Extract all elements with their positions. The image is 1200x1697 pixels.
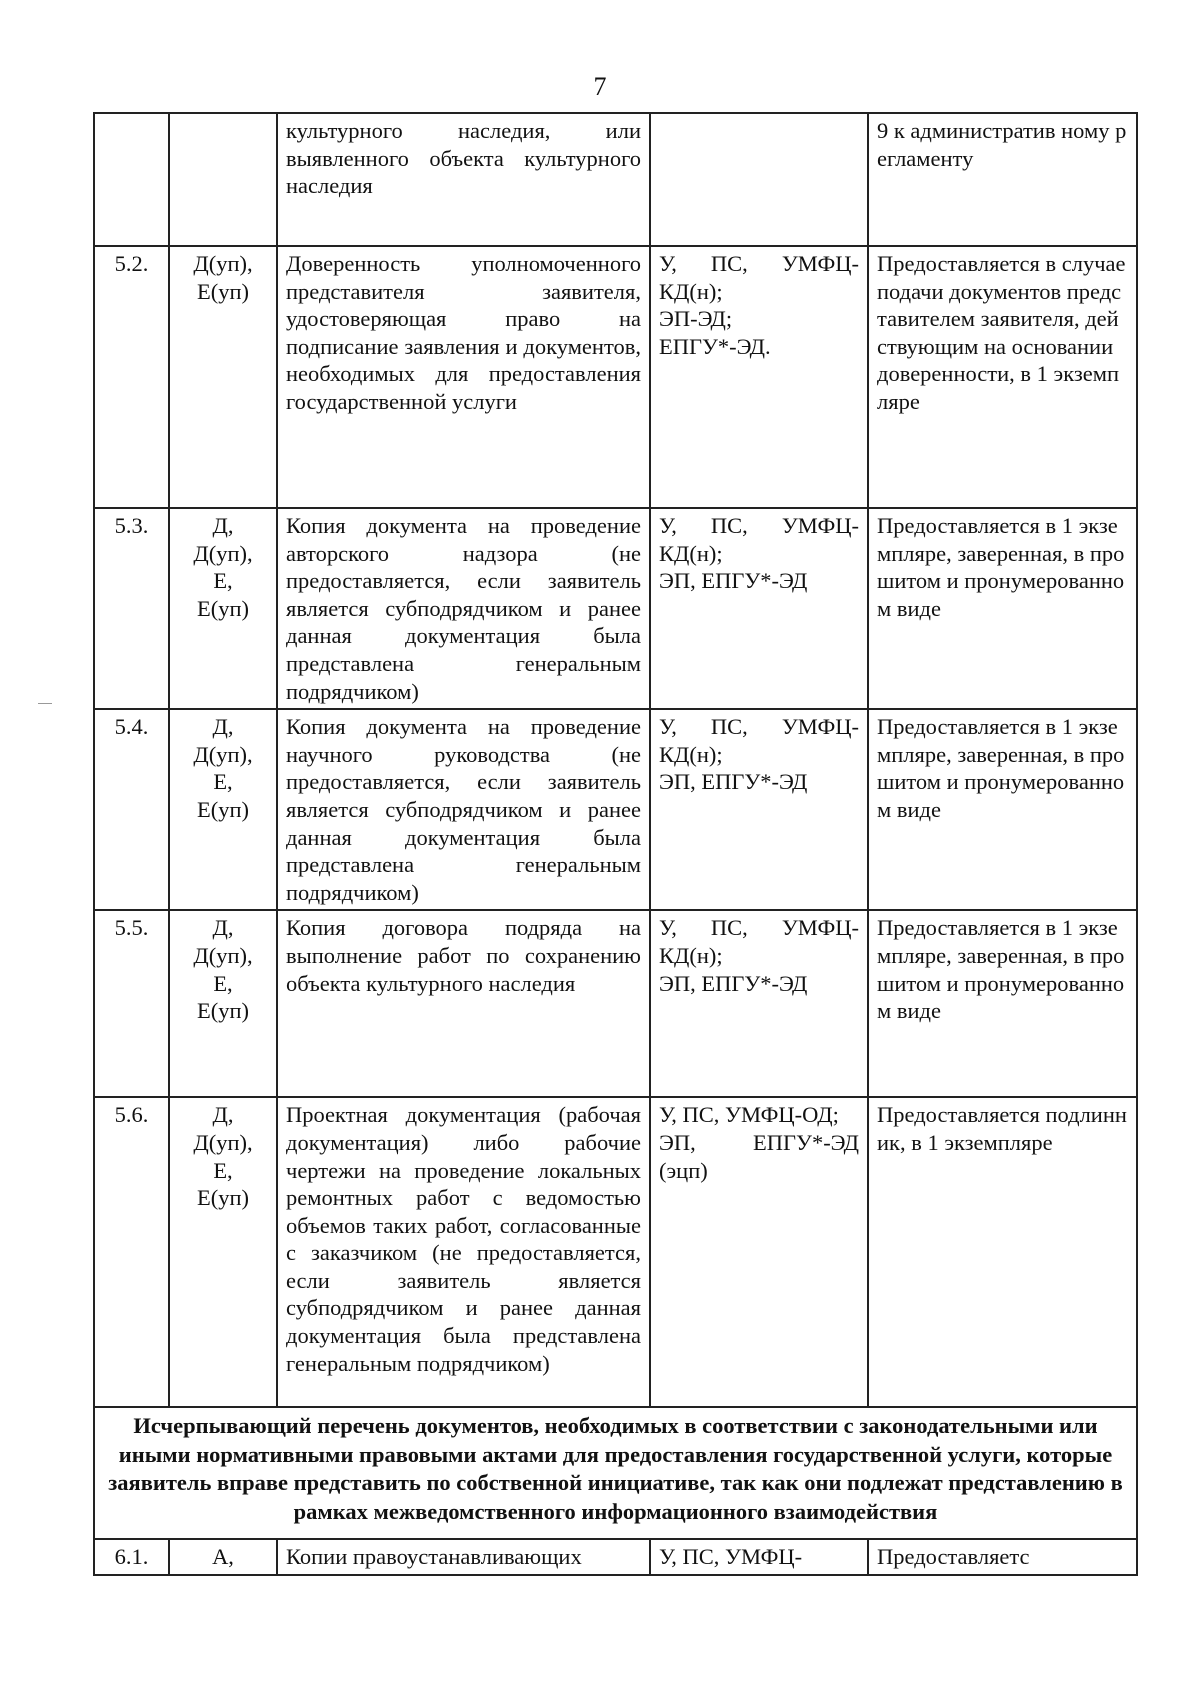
code-line: Д, (212, 1102, 234, 1128)
table-row (94, 246, 1137, 508)
code-line: Д, (212, 714, 234, 740)
ways-cell (650, 246, 868, 508)
code-line: Е(уп) (196, 998, 250, 1024)
documents-table (93, 112, 1138, 1576)
document-cell: Копия документа на проведение авторского надзора (не предоставляется, если заявитель является субподрядчиком и ранее данная документация была представлена генеральным подрядчиком) (277, 508, 650, 709)
note-cell: Предоставляетс (868, 1539, 1137, 1575)
num-cell: 5.5. (94, 910, 169, 1097)
document-cell: культурного наследия, или выявленного объекта культурного наследия (277, 113, 650, 246)
way-line: У, ПС, УМФЦ-КД(н); (659, 251, 859, 304)
code-line: Е(уп) (196, 595, 250, 621)
document-cell: Копия договора подряда на выполнение работ по сохранению объекта культурного наследия (277, 910, 650, 1097)
num-cell: 5.4. (94, 709, 169, 910)
code-line: Д(уп), (193, 540, 253, 566)
table-row (94, 709, 1137, 910)
table-row (94, 508, 1137, 709)
num-cell: 6.1. (94, 1539, 169, 1575)
num-cell: 5.6. (94, 1097, 169, 1407)
code-cell (169, 709, 277, 910)
way-line: У, ПС, УМФЦ-КД(н); (659, 915, 859, 968)
code-line: Д, (212, 915, 234, 941)
code-cell: А, (169, 1539, 277, 1575)
note-cell: Предоставляется в 1 экземпляре, заверенная, в прошитом и пронумерованном виде (868, 508, 1137, 709)
note-cell: Предоставляется в 1 экземпляре, заверенная, в прошитом и пронумерованном виде (868, 709, 1137, 910)
code-line: Д, (212, 513, 234, 538)
section-heading: Исчерпывающий перечень документов, необходимых в соответствии с законодательными или иными нормативными правовыми актами для предоставления государственной услуги, которые заявитель вправе представить по собственной инициативе, так как они подлежат представлению в рамках межведомственного информационного взаимодействия (94, 1407, 1137, 1539)
code-line: Д(уп), (193, 251, 253, 276)
code-line: Д(уп), (193, 942, 253, 968)
ways-cell (650, 113, 868, 246)
ways-cell (650, 508, 868, 709)
way-line: ЕПГУ*-ЭД. (659, 333, 771, 359)
code-line: Д(уп), (193, 741, 253, 767)
ways-cell (650, 910, 868, 1097)
code-cell (169, 508, 277, 709)
code-line: Е, (213, 1157, 233, 1183)
table-row (94, 1097, 1137, 1407)
code-line: Е(уп) (196, 1185, 250, 1211)
code-cell (169, 1097, 277, 1407)
code-cell (169, 113, 277, 246)
way-line: У, ПС, УМФЦ-КД(н); (659, 513, 859, 566)
way-line: У, ПС, УМФЦ-КД(н); (659, 714, 859, 767)
code-cell (169, 910, 277, 1097)
code-line: Е, (213, 769, 233, 795)
code-line: Е(уп) (196, 278, 250, 304)
note-cell: Предоставляется подлинник, в 1 экземпляре (868, 1097, 1137, 1407)
table-row-continuation (94, 113, 1137, 246)
scan-artifact (38, 703, 52, 704)
section-heading-row (94, 1407, 1137, 1539)
way-line: ЭП, ЕПГУ*-ЭД (эцп) (659, 1129, 859, 1183)
way-line: ЭП, ЕПГУ*-ЭД (659, 769, 808, 795)
code-line: Е(уп) (196, 796, 250, 822)
way-line: ЭП, ЕПГУ*-ЭД (659, 970, 808, 996)
code-line: Е, (213, 568, 233, 594)
way-line: ЭП-ЭД; (659, 306, 733, 332)
note-cell: 9 к административ ному регламенту (868, 113, 1137, 246)
num-cell (94, 113, 169, 246)
note-cell: Предоставляется в случае подачи документов представителем заявителя, действующим на основании доверенности, в 1 экземпляре (868, 246, 1137, 508)
ways-cell (650, 709, 868, 910)
num-cell: 5.2. (94, 246, 169, 508)
way-line: ЭП, ЕПГУ*-ЭД (659, 568, 808, 594)
table-row (94, 1539, 1137, 1575)
ways-cell: У, ПС, УМФЦ- (650, 1539, 868, 1575)
document-cell: Проектная документация (рабочая документация) либо рабочие чертежи на проведение локальных ремонтных работ с ведомостью объемов таких работ, согласованные с заказчиком (не предоставляется, если заявитель является субподрядчиком и ранее данная документация была представлена генеральным подрядчиком) (277, 1097, 650, 1407)
table-row (94, 910, 1137, 1097)
note-cell: Предоставляется в 1 экземпляре, заверенная, в прошитом и пронумерованном виде (868, 910, 1137, 1097)
code-line: Е, (213, 970, 233, 996)
document-cell: Копии правоустанавливающих (277, 1539, 650, 1575)
ways-cell (650, 1097, 868, 1407)
document-cell: Копия документа на проведение научного руководства (не предоставляется, если заявитель является субподрядчиком и ранее данная документация была представлена генеральным подрядчиком) (277, 709, 650, 910)
num-cell: 5.3. (94, 508, 169, 709)
way-line: У, ПС, УМФЦ-ОД; (659, 1102, 839, 1128)
page-number: 7 (593, 72, 607, 101)
code-line: Д(уп), (193, 1129, 253, 1155)
code-cell (169, 246, 277, 508)
document-cell: Доверенность уполномоченного представителя заявителя, удостоверяющая право на подписание заявления и документов, необходимых для предоставления государственной услуги (277, 246, 650, 508)
